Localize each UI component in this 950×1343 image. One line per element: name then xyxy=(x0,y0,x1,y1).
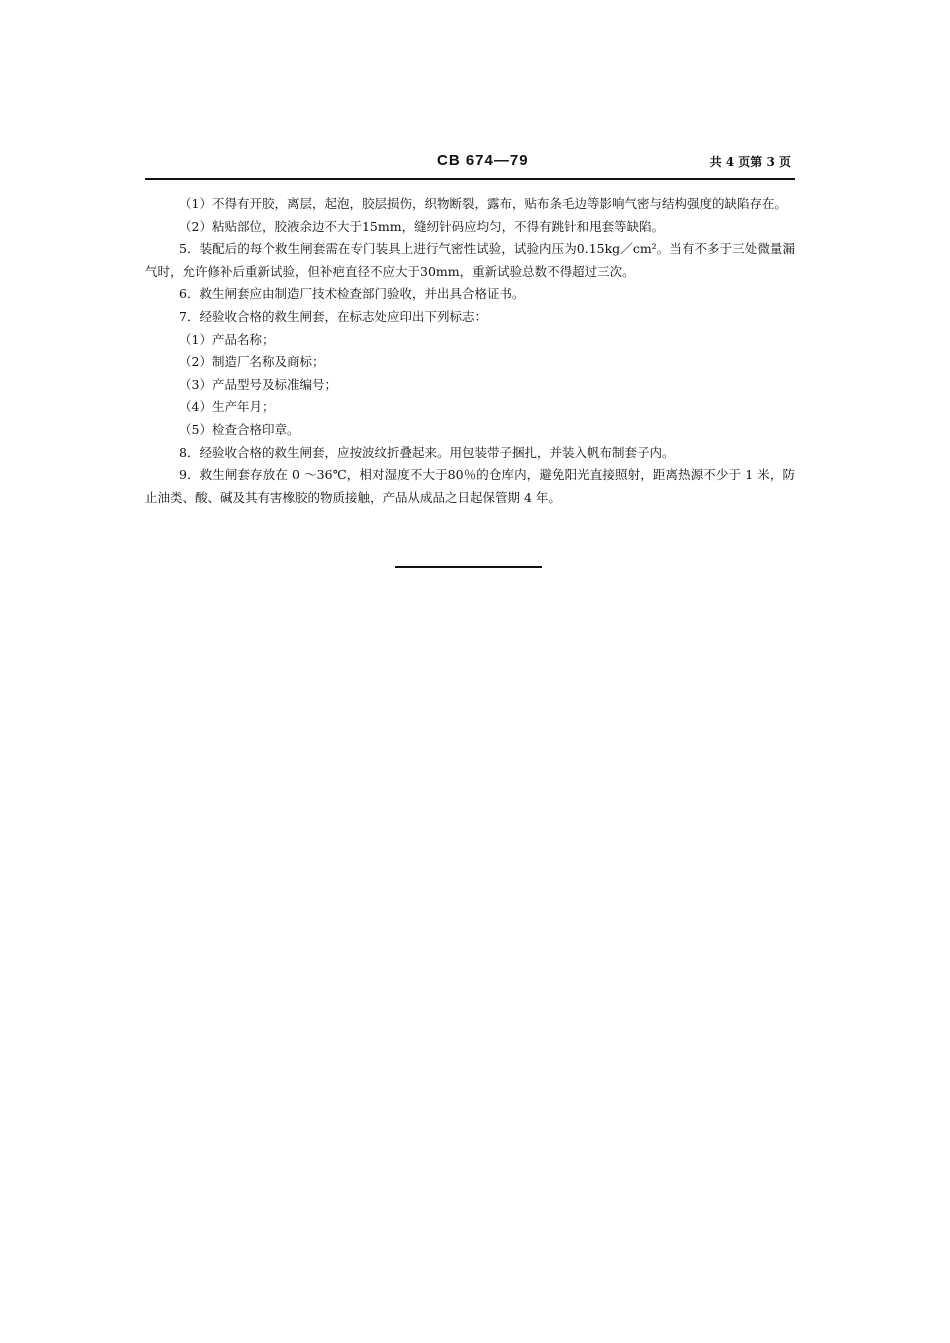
clause-6: 6．救生闸套应由制造厂技术检查部门验收，并出具合格证书。 xyxy=(179,286,525,302)
end-of-document-rule xyxy=(395,566,542,568)
mark-item-3: （3）产品型号及标准编号； xyxy=(179,376,337,392)
page-header xyxy=(145,152,795,176)
mark-item-2: （2）制造厂名称及商标； xyxy=(179,354,325,370)
clause-item-1: （1）不得有开胶，离层，起泡，胶层损伤，织物断裂，露布，贴布条毛边等影响气密与结构强度的缺陷存在。 xyxy=(179,196,787,211)
page-info: 共 4 页第 3 页 xyxy=(709,155,791,169)
document-body xyxy=(145,193,795,509)
clause-9: 9．救生闸套存放在 0 ～36℃，相对湿度不大于80％的仓库内，避免阳光直接照射，距离热源不少于 1 米，防止油类、酸、碱及其有害橡胶的物质接触，产品从成品之日起保管期 4 年。 xyxy=(145,467,795,505)
clause-8: 8．经验收合格的救生闸套，应按波纹折叠起来。用包装带子捆扎，并装入帆布制套子内。 xyxy=(179,444,675,460)
mark-item-4: （4）生产年月； xyxy=(179,399,275,415)
clause-item-2: （2）粘贴部位，胶液余边不大于15mm，缝纫针码应均匀，不得有跳针和甩套等缺陷。 xyxy=(179,218,665,234)
standard-code: CB 674—79 xyxy=(437,152,529,169)
mark-item-5: （5）检查合格印章。 xyxy=(179,421,300,437)
mark-item-1: （1）产品名称； xyxy=(179,331,275,347)
header-rule xyxy=(145,178,795,180)
clause-7: 7．经验收合格的救生闸套，在标志处应印出下列标志： xyxy=(179,308,487,324)
clause-5: 5．装配后的每个救生闸套需在专门装具上进行气密性试验，试验内压为0.15kg／cm²。当有不多于三处微量漏气时，允许修补后重新试验，但补疤直径不应大于30mm，重新试验总数不得超过三次。 xyxy=(145,241,795,279)
